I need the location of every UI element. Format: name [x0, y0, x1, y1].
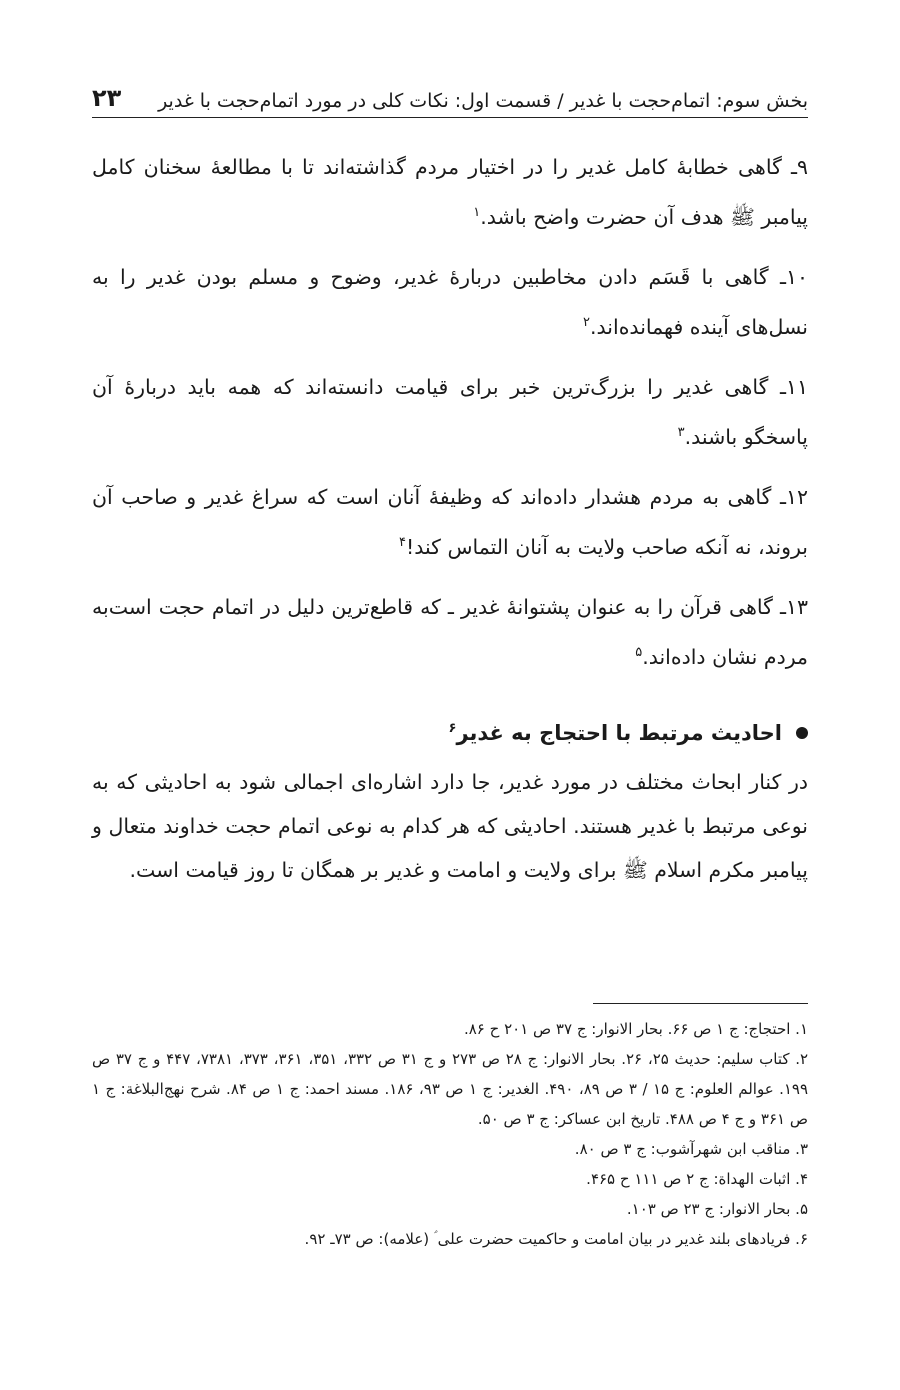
main-text — [92, 142, 808, 902]
footnote-1: ۱. احتجاج: ج ۱ ص ۶۶. بحار الانوار: ج ۳۷ ص ۲۰۱ ح ۸۶. — [463, 1020, 808, 1038]
section-heading — [92, 708, 808, 758]
paragraph-13 — [92, 582, 808, 682]
footnote-2: ۲. کتاب سلیم: حدیث ۲۵، ۲۶. بحار الانوار: ج ۲۸ ص ۲۷۳ و ج ۳۱ ص ۳۳۲، ۳۵۱، ۳۶۱، ۳۷۳، ۷۳۸۱، ۴۴۷ و ج ۳۷ ص ۱۹۹. عوالم العلوم: ج ۱۵ / ۳ ص ۸۹، ۴۹۰. الغدیر: ج ۱ ص ۹۳، ۱۸۶. مسند احمد: ج ۱ ص ۸۴. شرح نهج‌البلاغة: ج ۱ ص ۳۶۱ و ج ۴ ص ۴۸۸. تاریخ ابن عساکر: ج ۳ ص ۵۰. — [92, 1050, 809, 1128]
paragraph-text: ۱۲ـ گاهی به مردم هشدار داده‌اند که وظیفهٔ آنان است که سراغ غدیر و صاحب آن بروند، نه آنکه صاحب ولایت به آنان التماس کند! — [92, 485, 808, 559]
footnote-ref: ۵ — [635, 645, 643, 661]
paragraph-9 — [92, 142, 808, 242]
footnote-3: ۳. مناقب ابن شهرآشوب: ج ۳ ص ۸۰. — [574, 1140, 808, 1158]
footnote-ref: ۶ — [448, 721, 457, 736]
page-number: ۲۳ — [92, 84, 122, 112]
footnote-4: ۴. اثبات الهداة: ج ۲ ص ۱۱۱ ح ۴۶۵. — [586, 1170, 808, 1188]
paragraph-10 — [92, 252, 808, 352]
section-heading-text: احادیث مرتبط با احتجاج به غدیر — [456, 721, 782, 745]
footnote-divider — [593, 1003, 808, 1004]
footnote-5: ۵. بحار الانوار: ج ۲۳ ص ۱۰۳. — [626, 1200, 808, 1218]
paragraph-text: ۱۳ـ گاهی قرآن را به عنوان پشتوانهٔ غدیر ـ که قاطع‌ترین دلیل در اتمام حجت است‌به مردم نشان داده‌اند. — [92, 595, 808, 669]
footnotes — [92, 1014, 808, 1254]
header-divider — [92, 117, 808, 118]
footnote-ref: ۳ — [677, 425, 685, 441]
paragraph-11 — [92, 362, 808, 462]
paragraph-text: ۱۰ـ گاهی با قَسَم دادن مخاطبین دربارهٔ غدیر، وضوح و مسلم بودن غدیر را به نسل‌های آینده فهمانده‌اند. — [92, 265, 808, 339]
footnote-6: ۶. فریادهای بلند غدیر در بیان امامت و حاکمیت حضرت علی ؑ (علامه): ص ۷۳ـ ۹۲. — [304, 1230, 808, 1248]
section-intro: در کنار ابحاث مختلف در مورد غدیر، جا دارد اشاره‌ای اجمالی شود به احادیثی که به نوعی مرتبط با غدیر هستند. احادیثی که هر کدام به نوعی اتمام حجت خداوند متعال و پیامبر مکرم اسلام ﷺ برای ولایت و امامت و غدیر بر همگان تا روز قیامت است. — [92, 770, 808, 882]
running-title: بخش سوم: اتمام‌حجت با غدیر / قسمت اول: نکات کلی در مورد اتمام‌حجت با غدیر — [158, 90, 808, 112]
footnote-ref: ۲ — [583, 315, 591, 331]
footnote-ref: ۱ — [473, 205, 481, 221]
paragraph-text: ۱۱ـ گاهی غدیر را بزرگ‌ترین خبر برای قیامت دانسته‌اند که همه باید دربارهٔ آن پاسخگو باشند. — [92, 375, 808, 449]
bullet-icon — [796, 727, 808, 739]
page-header — [92, 72, 808, 112]
paragraph-12 — [92, 472, 808, 572]
paragraph-text: ۹ـ گاهی خطابهٔ کامل غدیر را در اختیار مردم گذاشته‌اند تا با مطالعهٔ سخنان کامل پیامبر ﷺ هدف آن حضرت واضح باشد. — [92, 155, 808, 229]
footnote-ref: ۴ — [399, 535, 406, 551]
